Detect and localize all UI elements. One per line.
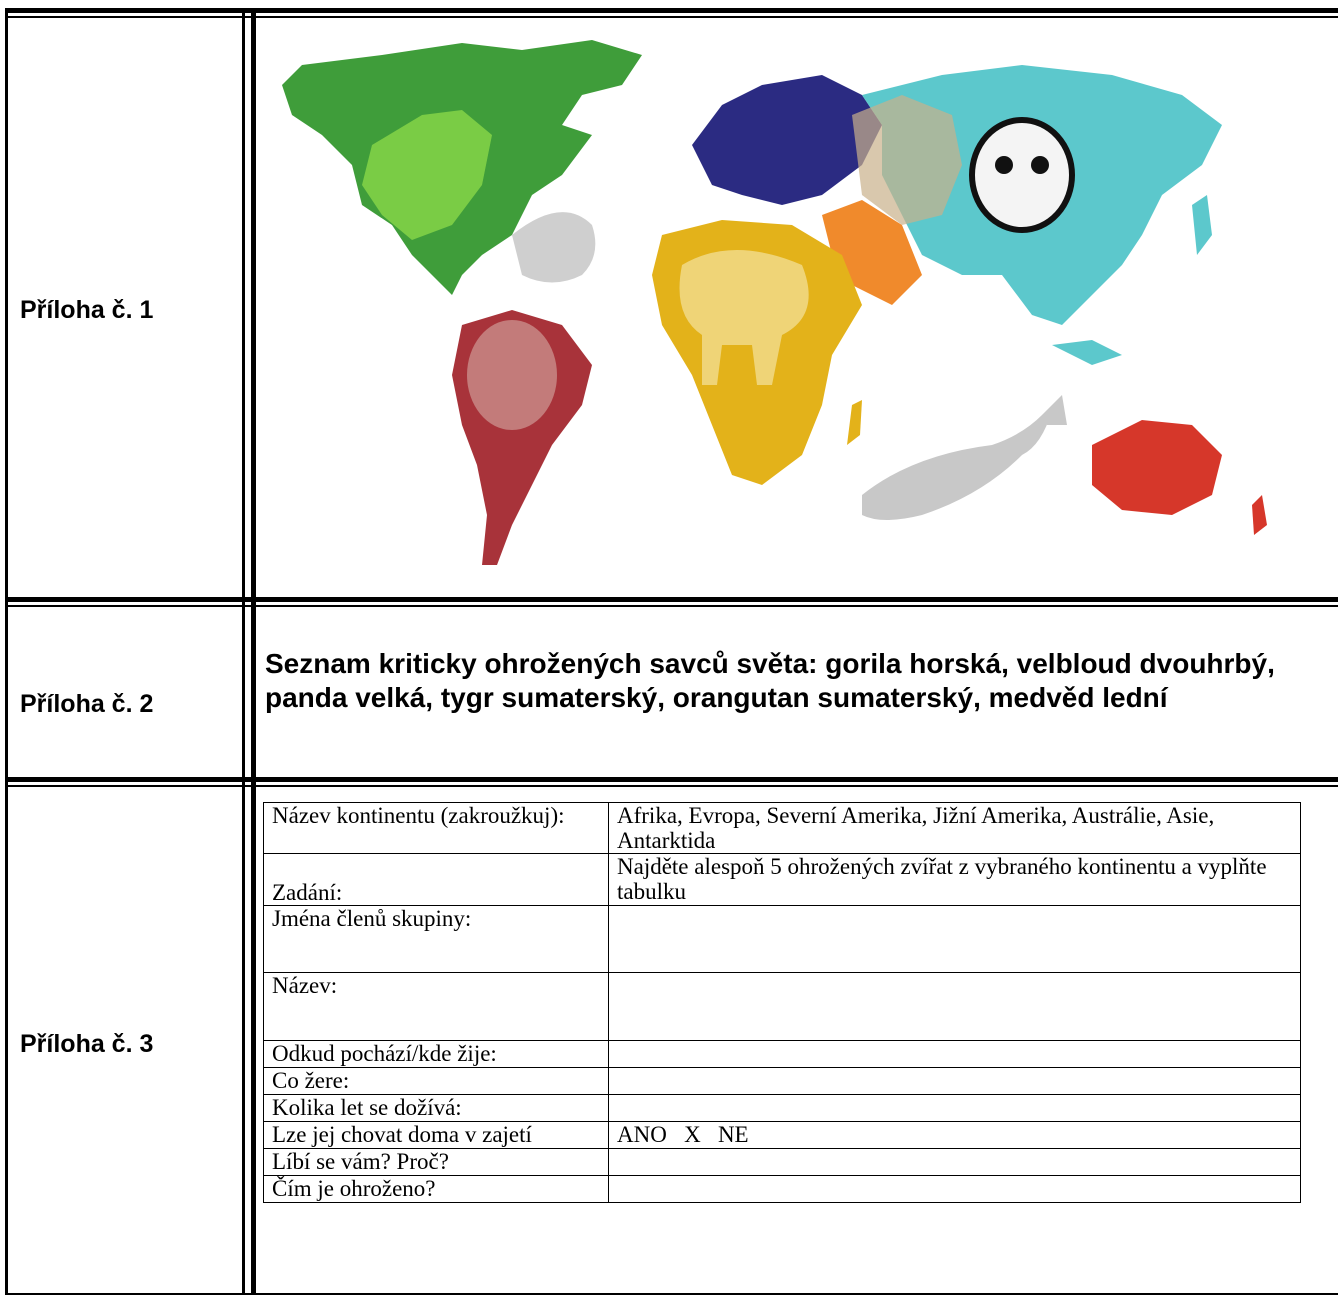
section-label-3: Příloha č. 3: [20, 1030, 154, 1058]
row-value-lifespan[interactable]: [609, 1095, 1301, 1122]
row-label-continent: Název kontinentu (zakroužkuj):: [264, 803, 609, 854]
australia-shape: [1092, 420, 1222, 515]
row-value-group-members[interactable]: [609, 906, 1301, 973]
row-value-origin[interactable]: [609, 1041, 1301, 1068]
table-row: [264, 1176, 1301, 1203]
frame-column-line-bold: [251, 8, 256, 1294]
table-row: [264, 906, 1301, 973]
row-value-opinion[interactable]: [609, 1149, 1301, 1176]
frame-divider-2: [5, 777, 1338, 782]
row-label-opinion: Líbí se vám? Proč?: [264, 1149, 609, 1176]
panda-eye-right: [1031, 156, 1049, 174]
row-label-assignment: Zadání:: [264, 854, 609, 906]
japan-shape: [1192, 195, 1212, 255]
section-label-2: Příloha č. 2: [20, 690, 154, 718]
row-label-origin: Odkud pochází/kde žije:: [264, 1041, 609, 1068]
table-row: [264, 854, 1301, 906]
frame-column-line: [242, 8, 245, 1294]
row-value-threat[interactable]: [609, 1176, 1301, 1203]
row-value-diet[interactable]: [609, 1068, 1301, 1095]
new-zealand-shape: [1252, 495, 1267, 535]
table-row: [264, 803, 1301, 854]
table-row: [264, 973, 1301, 1041]
row-label-threat: Čím je ohroženo?: [264, 1176, 609, 1203]
madagascar-shape: [847, 400, 862, 445]
section-label-1: Příloha č. 1: [20, 296, 154, 324]
whale-shape: [862, 410, 1052, 520]
frame-left-line: [5, 8, 8, 1294]
frame-bottom-line: [5, 1293, 1338, 1295]
table-row: [264, 1095, 1301, 1122]
row-value-assignment: Najděte alespoň 5 ohrožených zvířat z vybraného kontinentu a vyplňte tabulku: [609, 854, 1301, 906]
table-row: [264, 1122, 1301, 1149]
table-row: [264, 1068, 1301, 1095]
jaguar-face-shape: [467, 320, 557, 430]
table-row: [264, 1149, 1301, 1176]
whale-tail-shape: [1042, 395, 1067, 425]
row-value-captivity[interactable]: ANO X NE: [609, 1122, 1301, 1149]
worksheet-table: [263, 802, 1301, 1203]
row-label-captivity: Lze jej chovat doma v zajetí: [264, 1122, 609, 1149]
table-row: [264, 1041, 1301, 1068]
endangered-mammals-text: Seznam kriticky ohrožených savců světa: gorila horská, velbloud dvouhrbý, panda velká, tygr sumaterský, orangutan sumaterský, medvěd lední: [265, 648, 1275, 713]
row-label-group-members: Jména členů skupiny:: [264, 906, 609, 973]
frame-divider-1: [5, 597, 1338, 602]
europe-shape: [692, 75, 882, 205]
row-label-name: Název:: [264, 973, 609, 1041]
row-value-name[interactable]: [609, 973, 1301, 1041]
indonesia-shape: [1052, 340, 1122, 365]
frame-top-line: [5, 8, 1338, 13]
panda-shape: [972, 120, 1072, 230]
row-label-lifespan: Kolika let se dožívá:: [264, 1095, 609, 1122]
row-value-continent[interactable]: Afrika, Evropa, Severní Amerika, Jižní Amerika, Austrálie, Asie, Antarktida: [609, 803, 1301, 854]
world-map-animals-image: [262, 25, 1292, 595]
panda-eye-left: [995, 156, 1013, 174]
row-label-diet: Co žere:: [264, 1068, 609, 1095]
manatee-shape: [512, 212, 595, 282]
